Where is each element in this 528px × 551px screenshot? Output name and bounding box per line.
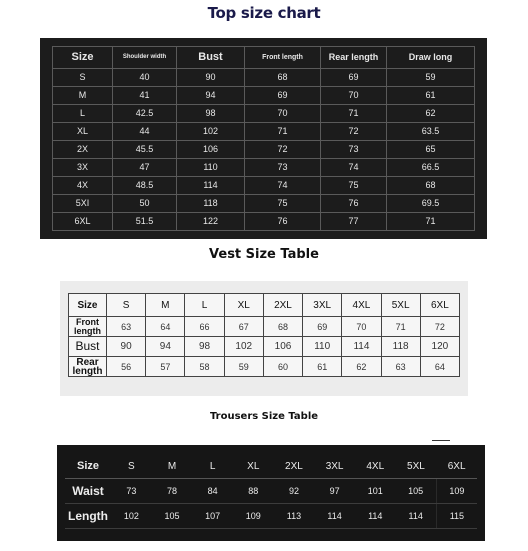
row-label: Length xyxy=(65,504,111,529)
table-cell: 64 xyxy=(146,317,185,337)
table-cell: 70 xyxy=(342,317,381,337)
table-cell: 68 xyxy=(245,69,321,87)
header-cell: Size xyxy=(69,294,107,317)
table-cell: 75 xyxy=(321,177,387,195)
header-cell: 3XL xyxy=(303,294,342,317)
table-cell: 6XL xyxy=(53,213,113,231)
table-cell: 71 xyxy=(387,213,475,231)
header-cell: L xyxy=(192,454,233,479)
table-cell: 50 xyxy=(113,195,177,213)
table-cell: XL xyxy=(53,123,113,141)
trousers-size-table xyxy=(65,454,477,529)
table-cell: 114 xyxy=(177,177,245,195)
vest-size-table xyxy=(68,293,460,377)
table-cell: 76 xyxy=(245,213,321,231)
table-cell: 106 xyxy=(263,337,302,357)
table-cell: 69 xyxy=(321,69,387,87)
top-size-table xyxy=(52,46,475,231)
table-cell: 51.5 xyxy=(113,213,177,231)
table-cell: 97 xyxy=(314,479,355,504)
table-cell: 64 xyxy=(420,357,459,377)
table-cell: 59 xyxy=(387,69,475,87)
header-cell: 4XL xyxy=(342,294,381,317)
table-cell: 105 xyxy=(396,479,437,504)
table-cell: 62 xyxy=(342,357,381,377)
table-cell: 59 xyxy=(224,357,263,377)
header-cell: 2XL xyxy=(263,294,302,317)
table-cell: 73 xyxy=(321,141,387,159)
table-cell: 70 xyxy=(321,87,387,105)
header-cell: S xyxy=(111,454,152,479)
table-cell: 101 xyxy=(355,479,396,504)
table-cell: 114 xyxy=(396,504,437,529)
table-cell: 70 xyxy=(245,105,321,123)
table-cell: 40 xyxy=(113,69,177,87)
table-cell: 72 xyxy=(420,317,459,337)
table-cell: 84 xyxy=(192,479,233,504)
table-cell: 102 xyxy=(224,337,263,357)
table-row xyxy=(53,105,475,123)
header-cell: XL xyxy=(233,454,274,479)
table-cell: 47 xyxy=(113,159,177,177)
table-cell: 98 xyxy=(177,105,245,123)
table-cell: 110 xyxy=(177,159,245,177)
header-cell: M xyxy=(152,454,193,479)
table-cell: 118 xyxy=(381,337,420,357)
table-row xyxy=(53,123,475,141)
table-cell: 114 xyxy=(355,504,396,529)
header-cell: 4XL xyxy=(355,454,396,479)
table-row xyxy=(69,357,460,377)
table-cell: 114 xyxy=(342,337,381,357)
table-cell: 61 xyxy=(303,357,342,377)
header-cell: Bust xyxy=(177,47,245,69)
header-cell: 6XL xyxy=(420,294,459,317)
table-cell: 77 xyxy=(321,213,387,231)
table-cell: 122 xyxy=(177,213,245,231)
table-cell: 90 xyxy=(107,337,146,357)
table-cell: 113 xyxy=(274,504,315,529)
table-cell: 68 xyxy=(387,177,475,195)
row-label: Rear length xyxy=(69,357,107,377)
table-cell: 42.5 xyxy=(113,105,177,123)
table-cell: 71 xyxy=(321,105,387,123)
table-cell: 63 xyxy=(107,317,146,337)
header-cell: 5XL xyxy=(396,454,437,479)
table-row xyxy=(53,141,475,159)
table-cell: 98 xyxy=(185,337,224,357)
table-cell: 76 xyxy=(321,195,387,213)
table-cell: 69 xyxy=(245,87,321,105)
vest-size-table-panel xyxy=(60,281,468,396)
table-row xyxy=(53,159,475,177)
table-cell: 65 xyxy=(387,141,475,159)
table-cell: 102 xyxy=(177,123,245,141)
table-cell: 63 xyxy=(381,357,420,377)
table-cell: 109 xyxy=(436,479,477,504)
header-cell: Shoulder width xyxy=(113,47,177,69)
trousers-size-table-title: Trousers Size Table xyxy=(209,411,319,422)
table-cell: 58 xyxy=(185,357,224,377)
table-cell: 75 xyxy=(245,195,321,213)
header-cell: XL xyxy=(224,294,263,317)
table-cell: 109 xyxy=(233,504,274,529)
header-cell: 5XL xyxy=(381,294,420,317)
table-cell: 78 xyxy=(152,479,193,504)
table-cell: 74 xyxy=(321,159,387,177)
table-cell: 106 xyxy=(177,141,245,159)
table-cell: 48.5 xyxy=(113,177,177,195)
table-cell: 94 xyxy=(177,87,245,105)
table-cell: 62 xyxy=(387,105,475,123)
table-cell: 71 xyxy=(381,317,420,337)
top-size-chart-title: Top size chart xyxy=(207,4,321,22)
row-label: Bust xyxy=(69,337,107,357)
table-cell: 2X xyxy=(53,141,113,159)
table-cell: 45.5 xyxy=(113,141,177,159)
table-cell: 114 xyxy=(314,504,355,529)
table-row xyxy=(53,213,475,231)
table-cell: 68 xyxy=(263,317,302,337)
header-cell: S xyxy=(107,294,146,317)
table-cell: 120 xyxy=(420,337,459,357)
header-cell: M xyxy=(146,294,185,317)
header-cell: L xyxy=(185,294,224,317)
table-cell: 67 xyxy=(224,317,263,337)
table-cell: 66.5 xyxy=(387,159,475,177)
table-row xyxy=(53,177,475,195)
table-cell: 110 xyxy=(303,337,342,357)
header-cell: Size xyxy=(53,47,113,69)
table-cell: 63.5 xyxy=(387,123,475,141)
table-cell: 90 xyxy=(177,69,245,87)
table-cell: S xyxy=(53,69,113,87)
header-cell: 2XL xyxy=(274,454,315,479)
table-cell: 118 xyxy=(177,195,245,213)
table-cell: 60 xyxy=(263,357,302,377)
table-header-row xyxy=(53,47,475,69)
table-row xyxy=(69,317,460,337)
header-cell: Rear length xyxy=(321,47,387,69)
table-cell: 94 xyxy=(146,337,185,357)
table-cell: 73 xyxy=(111,479,152,504)
table-header-row xyxy=(65,454,477,479)
header-cell: Front length xyxy=(245,47,321,69)
row-label: Front length xyxy=(69,317,107,337)
table-cell: 41 xyxy=(113,87,177,105)
vest-size-table-title: Vest Size Table xyxy=(209,247,319,262)
table-cell: 74 xyxy=(245,177,321,195)
table-cell: 71 xyxy=(245,123,321,141)
table-cell: 72 xyxy=(245,141,321,159)
table-cell: 69.5 xyxy=(387,195,475,213)
table-row xyxy=(53,69,475,87)
top-size-chart-panel xyxy=(40,38,487,239)
table-cell: 4X xyxy=(53,177,113,195)
table-row xyxy=(53,195,475,213)
table-cell: 102 xyxy=(111,504,152,529)
row-label: Waist xyxy=(65,479,111,504)
table-cell: M xyxy=(53,87,113,105)
table-header-row xyxy=(69,294,460,317)
table-cell: 66 xyxy=(185,317,224,337)
trousers-size-table-panel xyxy=(57,445,485,541)
table-cell: 44 xyxy=(113,123,177,141)
table-cell: 92 xyxy=(274,479,315,504)
table-cell: 69 xyxy=(303,317,342,337)
header-cell: Size xyxy=(65,454,111,479)
header-cell: 3XL xyxy=(314,454,355,479)
table-cell: 3X xyxy=(53,159,113,177)
table-cell: 107 xyxy=(192,504,233,529)
table-cell: 72 xyxy=(321,123,387,141)
table-cell: 57 xyxy=(146,357,185,377)
table-row xyxy=(53,87,475,105)
table-cell: 115 xyxy=(436,504,477,529)
header-cell: Draw long xyxy=(387,47,475,69)
header-cell: 6XL xyxy=(436,454,477,479)
table-row xyxy=(65,479,477,504)
table-cell: 73 xyxy=(245,159,321,177)
table-cell: 88 xyxy=(233,479,274,504)
table-row xyxy=(69,337,460,357)
table-cell: 61 xyxy=(387,87,475,105)
table-cell: 105 xyxy=(152,504,193,529)
table-cell: 5XI xyxy=(53,195,113,213)
divider xyxy=(432,440,450,441)
table-cell: L xyxy=(53,105,113,123)
table-row xyxy=(65,504,477,529)
table-cell: 56 xyxy=(107,357,146,377)
